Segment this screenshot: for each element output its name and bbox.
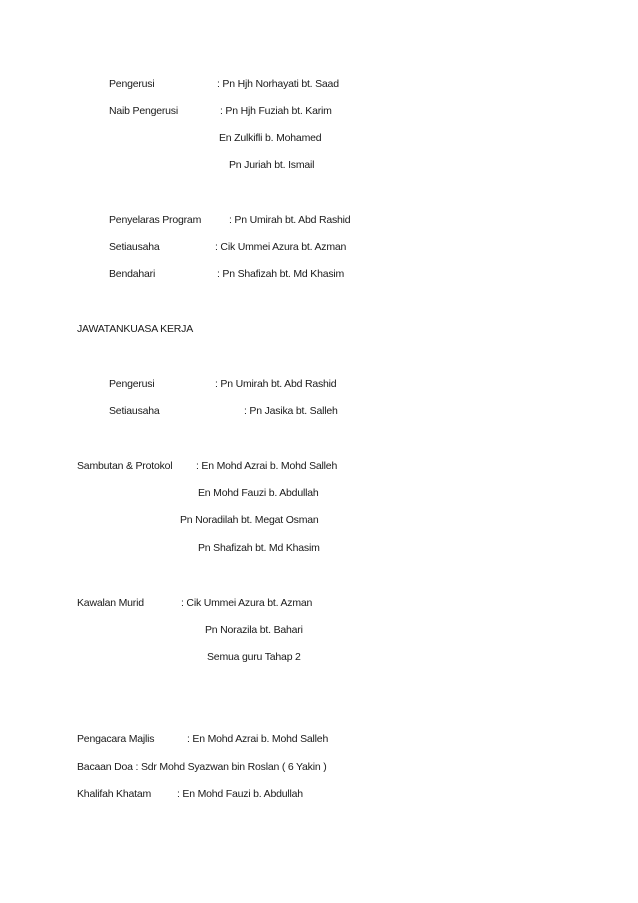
coordinator-label: Penyelaras Program: [109, 214, 202, 226]
treasurer-label: Bendahari: [109, 268, 156, 280]
working-secretary-label: Setiausaha: [109, 405, 160, 417]
protocol-label: Sambutan & Protokol: [77, 460, 173, 472]
emcee-value: : En Mohd Azrai b. Mohd Salleh: [187, 733, 329, 745]
working-secretary-value: : Pn Jasika bt. Salleh: [244, 405, 338, 417]
protocol-member-1: En Mohd Fauzi b. Abdullah: [198, 487, 319, 499]
protocol-member-3: Pn Shafizah bt. Md Khasim: [198, 542, 320, 554]
treasurer-value: : Pn Shafizah bt. Md Khasim: [217, 268, 345, 280]
vice-chair-member-1: En Zulkifli b. Mohamed: [219, 132, 322, 144]
vice-chair-member-2: Pn Juriah bt. Ismail: [229, 159, 315, 171]
vice-chair-value: : Pn Hjh Fuziah bt. Karim: [220, 105, 332, 117]
protocol-member-2: Pn Noradilah bt. Megat Osman: [180, 514, 319, 526]
working-chair-value: : Pn Umirah bt. Abd Rashid: [215, 378, 337, 390]
khatam-label: Khalifah Khatam: [77, 788, 152, 800]
discipline-member-1: Pn Norazila bt. Bahari: [205, 624, 303, 636]
discipline-label: Kawalan Murid: [77, 597, 144, 609]
prayer-line: Bacaan Doa : Sdr Mohd Syazwan bin Roslan ( 6 Yakin ): [77, 761, 327, 773]
emcee-label: Pengacara Majlis: [77, 733, 155, 745]
secretary-value: : Cik Ummei Azura bt. Azman: [215, 241, 347, 253]
discipline-value: : Cik Ummei Azura bt. Azman: [181, 597, 313, 609]
vice-chair-label: Naib Pengerusi: [109, 105, 178, 117]
chair-value: : Pn Hjh Norhayati bt. Saad: [217, 78, 339, 90]
protocol-value: : En Mohd Azrai b. Mohd Salleh: [196, 460, 338, 472]
working-committee-heading: JAWATANKUASA KERJA: [77, 323, 194, 335]
discipline-member-2: Semua guru Tahap 2: [207, 651, 301, 663]
secretary-label: Setiausaha: [109, 241, 160, 253]
chair-label: Pengerusi: [109, 78, 155, 90]
khatam-value: : En Mohd Fauzi b. Abdullah: [177, 788, 303, 800]
coordinator-value: : Pn Umirah bt. Abd Rashid: [229, 214, 351, 226]
working-chair-label: Pengerusi: [109, 378, 155, 390]
